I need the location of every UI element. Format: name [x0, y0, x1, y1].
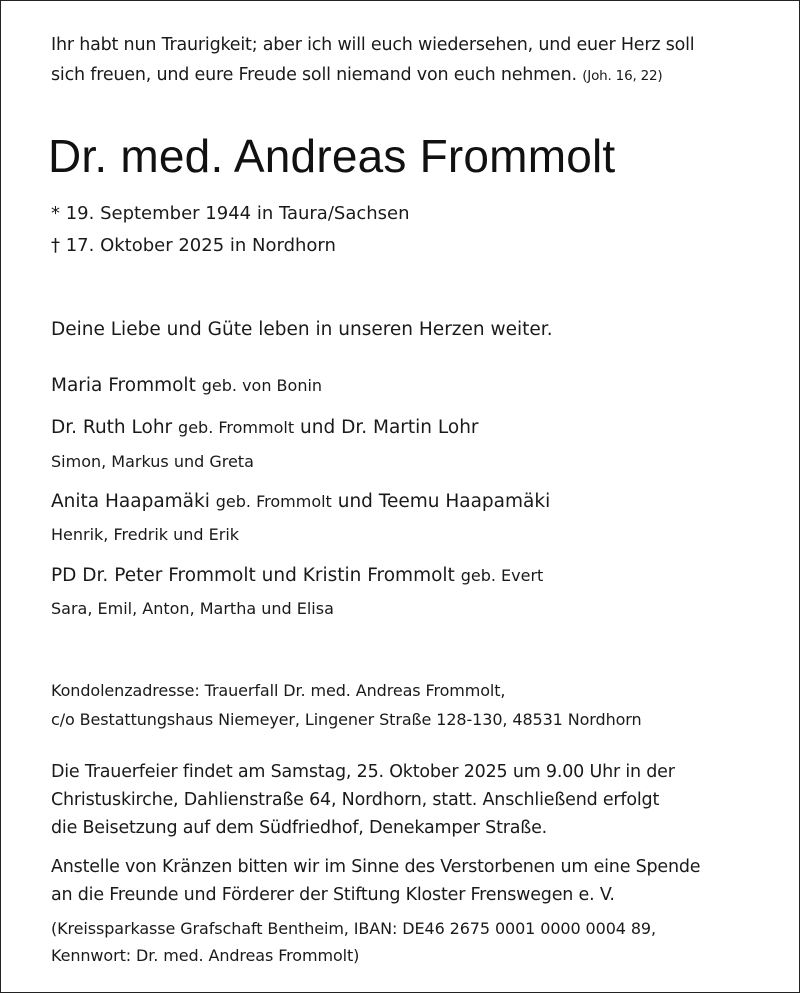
- donation-line-4: Kennwort: Dr. med. Andreas Frommolt): [51, 946, 360, 965]
- verse-reference: (Joh. 16, 22): [582, 68, 663, 84]
- deceased-name: Dr. med. Andreas Frommolt: [48, 130, 616, 182]
- donation-line-1: Anstelle von Kränzen bitten wir im Sinne des Verstorbenen um eine Spende: [51, 857, 701, 877]
- mourner-name: Dr. Ruth Lohr: [51, 417, 173, 438]
- condolence-line-2: c/o Bestattungshaus Niemeyer, Lingener Straße 128-130, 48531 Nordhorn: [51, 710, 642, 729]
- mourner-nee: geb. Frommolt: [215, 492, 332, 511]
- mourner-3-children: Henrik, Fredrik und Erik: [51, 525, 240, 544]
- verse-line-1: Ihr habt nun Traurigkeit; aber ich will euch wiedersehen, und euer Herz soll: [51, 35, 695, 55]
- mourner-nee: geb. Frommolt: [178, 418, 295, 437]
- mourner-name: Anita Haapamäki: [51, 491, 210, 512]
- mourner-2: [51, 417, 479, 438]
- condolence-line-1: Kondolenzadresse: Trauerfall Dr. med. Andreas Frommolt,: [51, 681, 506, 700]
- verse-line-2: [51, 65, 663, 85]
- mourner-3: [51, 491, 550, 512]
- funeral-line-2: Christuskirche, Dahlienstraße 64, Nordhorn, statt. Anschließend erfolgt: [51, 790, 660, 810]
- birth-date: * 19. September 1944 in Taura/Sachsen: [51, 203, 410, 224]
- mourner-nee: geb. von Bonin: [201, 376, 323, 395]
- death-date: † 17. Oktober 2025 in Nordhorn: [51, 235, 336, 256]
- mourner-1: [51, 375, 322, 396]
- funeral-line-3: die Beisetzung auf dem Südfriedhof, Denekamper Straße.: [51, 818, 547, 838]
- mourner-2-children: Simon, Markus und Greta: [51, 452, 254, 471]
- funeral-line-1: Die Trauerfeier findet am Samstag, 25. Oktober 2025 um 9.00 Uhr in der: [51, 762, 675, 782]
- verse-text: sich freuen, und eure Freude soll niemand von euch nehmen.: [51, 65, 577, 85]
- mourner-name: PD Dr. Peter Frommolt und Kristin Frommolt: [51, 565, 455, 586]
- mourner-name: Maria Frommolt: [51, 375, 196, 396]
- mourner-4: [51, 565, 543, 586]
- mourner-partner: und Dr. Martin Lohr: [300, 417, 479, 438]
- motto: Deine Liebe und Güte leben in unseren Herzen weiter.: [51, 319, 553, 340]
- donation-line-2: an die Freunde und Förderer der Stiftung Kloster Frenswegen e. V.: [51, 885, 615, 905]
- mourner-4-children: Sara, Emil, Anton, Martha und Elisa: [51, 599, 334, 618]
- mourner-nee: geb. Evert: [460, 566, 544, 585]
- mourner-partner: und Teemu Haapamäki: [337, 491, 551, 512]
- donation-line-3: (Kreissparkasse Grafschaft Bentheim, IBAN: DE46 2675 0001 0000 0004 89,: [51, 919, 657, 938]
